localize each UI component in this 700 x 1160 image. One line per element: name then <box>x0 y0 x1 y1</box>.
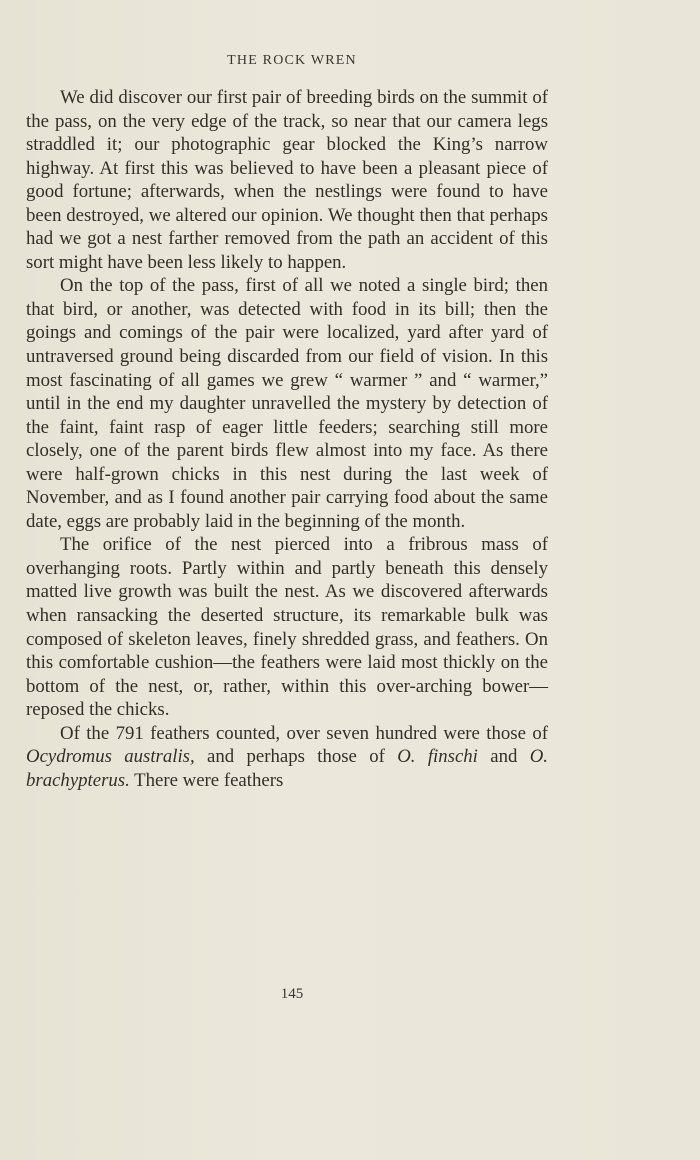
paragraph-4 <box>26 722 548 793</box>
paragraph-2: On the top of the pass, first of all we noted a single bird; then that bird, or another, was detected with food in its bill; then the goings and comings of the pair were localized, yard after yard of untraversed ground being discarded from our field of vision. In this most fascinating of all games we grew “ warmer ” and “ warmer,” until in the end my daughter unravelled the mystery by detection of the faint, faint rasp of eager little feeders; searching still more closely, one of the parent birds flew almost into my face. As there were half-grown chicks in this nest during the last week of November, and as I found another pair carrying food about the same date, eggs are probably laid in the beginning of the month. <box>26 275 548 532</box>
paragraph-4-text-3: and <box>477 746 530 768</box>
paragraph-4-text-4: There were feathers <box>129 769 284 791</box>
paragraph-1: We did discover our first pair of breeding birds on the summit of the pass, on the very edge of the track, so near that our camera legs straddled it; our photographic gear blocked the King’s narrow highway. At first this was believed to have been a pleasant piece of good fortune; afterwards, when the nestlings were found to have been destroyed, we altered our opinion. We thought then that perhaps had we got a nest farther removed from the path an accident of this sort might have been less likely to happen. <box>26 87 548 273</box>
body-text <box>26 86 548 792</box>
page-number: 145 <box>280 986 304 1002</box>
paragraph-4-text-1: Of the 791 feathers counted, over seven hundred were those of <box>60 722 548 744</box>
running-head: THE ROCK WREN <box>227 53 357 68</box>
species-name-ocydromus-australis: Ocydromus australis, <box>26 746 195 768</box>
species-name-o-brachypterus: O. brachypterus. <box>26 746 548 791</box>
paragraph-4-text-2: and perhaps those of <box>194 746 398 768</box>
paragraph-3: The orifice of the nest pierced into a fribrous mass of overhanging roots. Partly within and partly beneath this densely matted live growth was built the nest. As we discovered afterwards when ransacking the deserted structure, its remarkable bulk was composed of skeleton leaves, finely shredded grass, and feathers. On this comfortable cushion—the feathers were laid most thickly on the bottom of the nest, or, rather, within this over-arching bower—reposed the chicks. <box>26 534 548 721</box>
species-name-o-finschi: O. finschi <box>397 746 478 768</box>
